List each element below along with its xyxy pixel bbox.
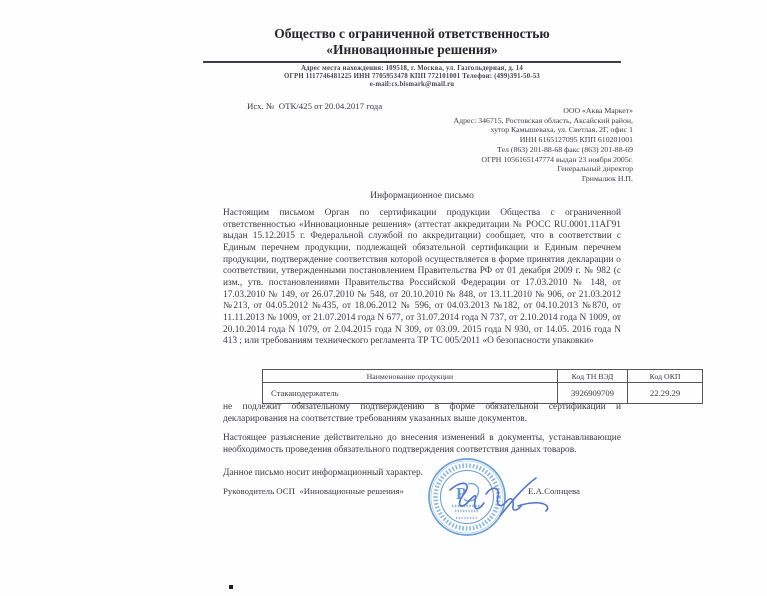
letterhead-divider xyxy=(203,61,621,63)
letterhead-org-name xyxy=(203,26,621,58)
signer-name: Е.А.Солнцева xyxy=(528,486,580,496)
recipient-director-name: Грималюк Н.П. xyxy=(581,173,633,183)
recipient-org-name: ООО «Аква Маркет» xyxy=(563,106,633,115)
column-header-tnved-code: Код ТН ВЭД xyxy=(557,370,627,383)
letter-heading: Информационное письмо xyxy=(370,191,474,201)
recipient-inn-kpp: ИНН 6165127095 КПП 610201001 xyxy=(519,135,633,145)
letterhead-registration-numbers: ОГРН 1117746481225 ИНН 7705953478 КПП 772101001 Телефон: (499)391-50-53 xyxy=(283,73,541,80)
recipient-ogrn: ОГРН 1056165147774 выдан 23 ноября 2005г. xyxy=(481,154,633,164)
letterhead-email: e-mail:cs.bismark@mail.ru xyxy=(369,81,455,88)
letterhead-address-block xyxy=(203,65,621,89)
body-paragraph-3: Настоящее разъяснение действительно до внесения изменений в документы, устанавливающие необходимость проведения обязательного подтверждения соответствия данных товаров. xyxy=(223,433,621,455)
table-row xyxy=(263,383,703,404)
recipient-address-line-1: Адрес: 346715, Ростовская область, Аксайский район, xyxy=(453,115,633,125)
letterhead-address: Адрес места нахождения: 109518, г. Москва, ул. Газгольдерная, д. 14 xyxy=(301,65,523,72)
product-codes-table xyxy=(262,369,703,404)
signer-title: Руководитель ОСП «Инновационные решения» xyxy=(223,486,404,496)
recipient-block xyxy=(350,106,633,184)
scan-artifact-dot xyxy=(229,585,233,589)
org-name-line-1: Общество с ограниченной ответственностью xyxy=(274,26,550,41)
table-header-row xyxy=(263,370,703,383)
cell-product-name: Стаканодержатель xyxy=(263,383,558,404)
column-header-okp-code: Код ОКП xyxy=(628,370,703,383)
closing-note: Данное письмо носит информационный характер. xyxy=(223,468,423,478)
stamp-and-signature-area xyxy=(400,432,585,554)
recipient-phone-fax: Тел (863) 201-88-68 факс (863) 201-88-69 xyxy=(497,144,633,154)
recipient-address-line-2: хутор Камышеваха, ул. Светлая, 2Г, офис 1 xyxy=(490,125,633,135)
stamp-logo-letter: Р xyxy=(456,484,467,503)
recipient-director-title: Генеральный директор xyxy=(557,164,633,174)
body-paragraph-1: Настоящим письмом Орган по сертификации продукции Общества с ограниченной ответственностью «Инновационные решения» (аттестат аккредитации № РОСС RU.0001.11АГ91 выдан 15.12.2015 г. Федеральной службой по аккредитации) сообщает, что в соответствии с Единым перечнем продукции, подлежащей обязательной сертификации и Единым перечнем продукции, подтверждение соответствия которой осуществляется в форме принятия декларации о соответствии, утвержденными постановлением Правительства РФ от 01 декабря 2009 г. № 982 (с изм., утв. постановлениями Правительства Российской Федерации от 17.03.2010 № 148, от 17.03.2010 № 149, от 26.07.2010 № 548, от 20.10.2010 № 848, от 13.11.2010 № 906, от 21.03.2012 №213, от 04.05.2012 №435, от 18.06.2012 № 596, от 04.03.2013 №182, от 04.10.2013 №870, от 11.11.2013 № 1009, от 21.07.2014 года N 677, от 31.07.2014 года N 737, от 2.10.2014 года N 1009, от 20.10.2014 года N 1079, от 2.04.2015 года N 309, от 03.09. 2015 года N 930, от 14.05. 2016 года N 413 ; или требованиям технического регламента ТР ТС 005/2011 «О безопасности упаковки» xyxy=(223,208,621,347)
outgoing-reference-number: Исх. № ОТК/425 от 20.04.2017 года xyxy=(247,101,383,111)
cell-tnved-code: 3926909709 xyxy=(557,383,627,404)
org-name-line-2: «Инновационные решения» xyxy=(326,42,498,57)
cell-okp-code: 22.29.29 xyxy=(628,383,703,404)
body-paragraph-2: не подлежит обязательному подтверждению в форме обязательной сертификации и декларирования на соответствие требованиям указанных выше документов. xyxy=(223,402,621,424)
column-header-product-name: Наименование продукции xyxy=(263,370,558,383)
round-stamp-icon xyxy=(400,432,585,554)
